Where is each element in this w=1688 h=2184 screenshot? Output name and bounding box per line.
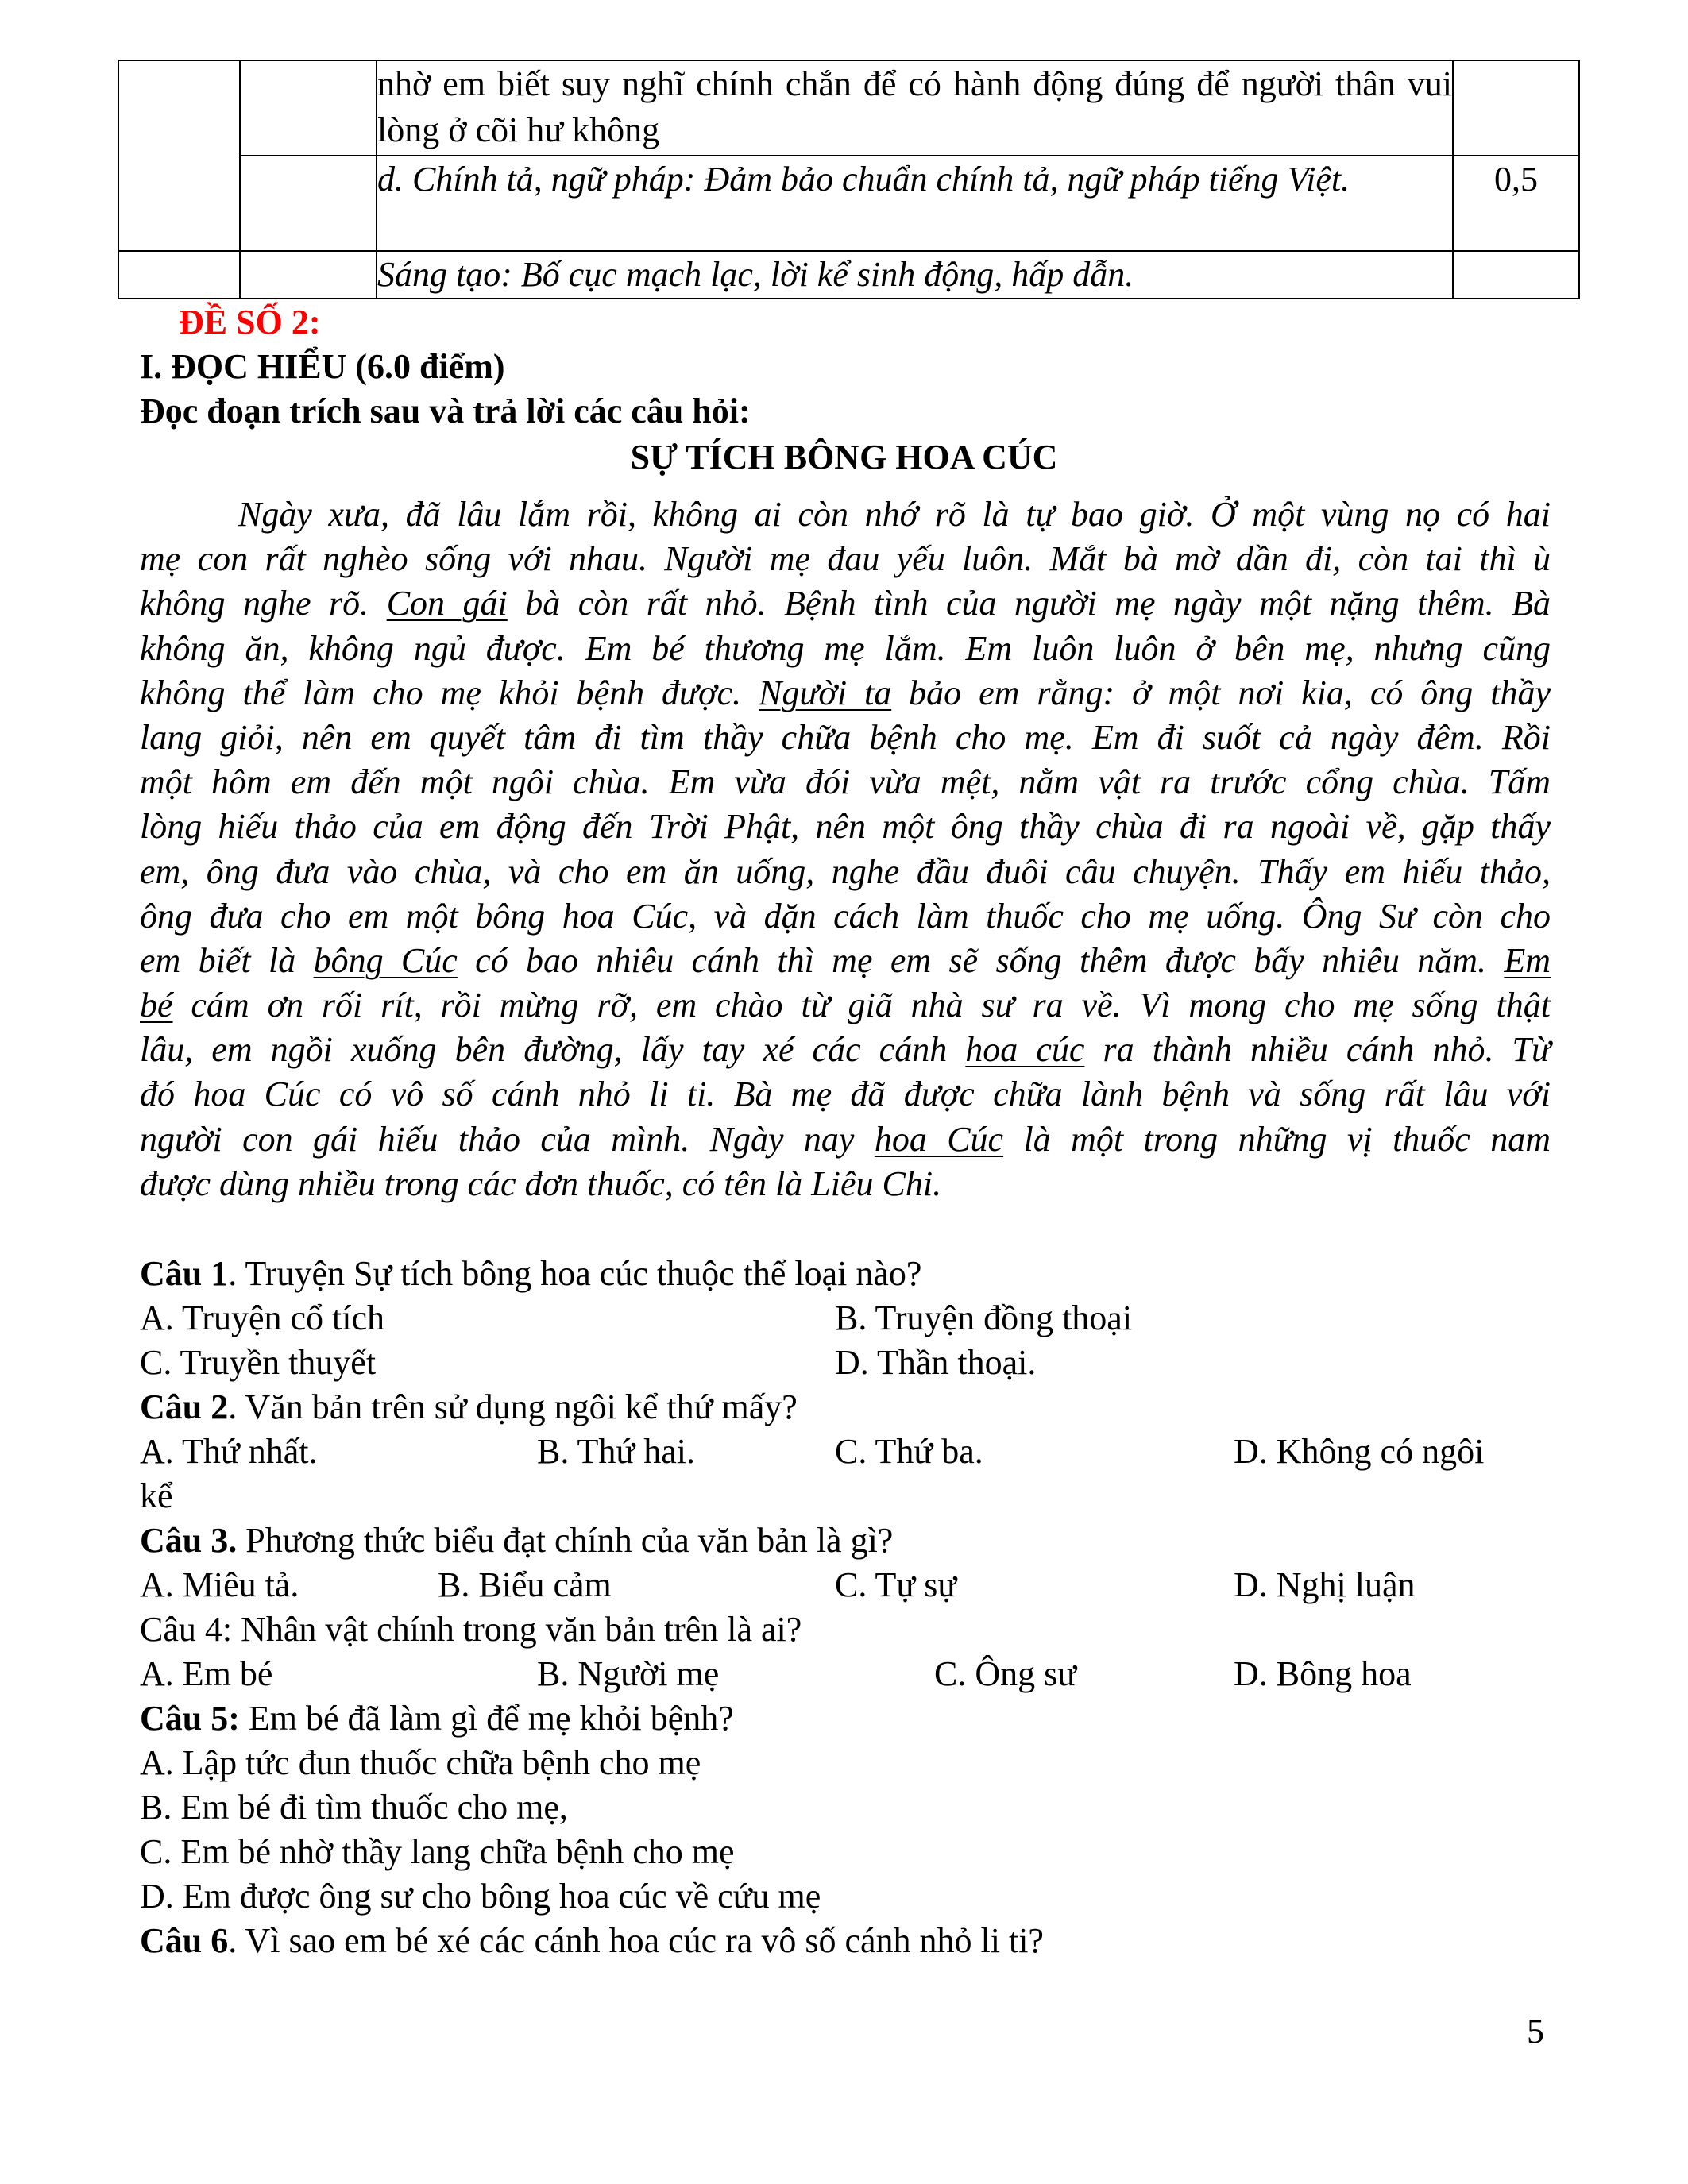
underlined-phrase: Em	[1504, 940, 1551, 980]
story-line	[140, 537, 1551, 581]
q4-option-d: D. Bông hoa	[1234, 1654, 1412, 1693]
table-cell-empty	[118, 60, 240, 251]
story-text: không ăn, không ngủ được. Em bé thương mẹ lắm. Em luôn luôn ở bên mẹ, nhưng cũng	[140, 628, 1551, 668]
story-line	[140, 850, 1551, 894]
q5-option-a: A. Lập tức đun thuốc chữa bệnh cho mẹ	[140, 1743, 701, 1782]
question-label: Câu 1	[140, 1254, 229, 1293]
q2-option-c: C. Thứ ba.	[835, 1432, 983, 1471]
question-4: Câu 4: Nhân vật chính trong văn bản trên là ai?	[140, 1610, 802, 1649]
table-row	[118, 60, 1579, 156]
story-text: bà còn rất nhỏ. Bệnh tình của người mẹ ngày một nặng thêm. Bà	[507, 584, 1551, 623]
underlined-phrase: Con gái	[386, 584, 508, 623]
q4-option-c: C. Ông sư	[934, 1654, 1077, 1693]
story-line	[140, 671, 1551, 716]
q5-option-b: B. Em bé đi tìm thuốc cho mẹ,	[140, 1788, 568, 1827]
story-text: em, ông đưa vào chùa, và cho em ăn uống, nghe đầu đuôi câu chuyện. Thấy em hiếu thảo,	[140, 851, 1551, 891]
underlined-phrase: hoa Cúc	[874, 1119, 1004, 1159]
q4-option-a: A. Em bé	[140, 1654, 273, 1693]
story-text: em biết là	[140, 940, 314, 980]
table-cell-empty	[240, 251, 377, 299]
table-row	[118, 156, 1579, 251]
story-text: lâu, em ngồi xuống bên đường, lấy tay xé các cánh	[140, 1030, 966, 1070]
q1-option-c: C. Truyền thuyết	[140, 1343, 377, 1382]
table-cell-content: nhờ em biết suy nghĩ chính chắn để có hành động đúng để người thân vui lòng ở cõi hư không	[377, 60, 1453, 156]
page-number: 5	[1527, 2012, 1544, 2051]
question-label: Câu 6	[140, 1921, 229, 1960]
table-cell-score: 0,5	[1453, 156, 1579, 251]
story-line	[140, 805, 1551, 849]
table-row	[118, 251, 1579, 299]
underlined-phrase: bông Cúc	[313, 940, 458, 980]
story-text: là một trong những vị thuốc nam	[1003, 1119, 1551, 1159]
q3-option-a: A. Miêu tả.	[140, 1565, 299, 1604]
question-text: Em bé đã làm gì để mẹ khỏi bệnh?	[239, 1699, 734, 1738]
question-text: . Truyện Sự tích bông hoa cúc thuộc thể loại nào?	[228, 1254, 922, 1293]
question-text: Phương thức biểu đạt chính của văn bản là gì?	[237, 1521, 894, 1560]
question-6	[140, 1919, 1044, 1963]
story-line	[140, 1117, 1551, 1162]
story-line	[140, 716, 1551, 760]
q1-option-a: A. Truyện cổ tích	[140, 1298, 384, 1337]
table-cell-empty	[240, 156, 377, 251]
story-text: được dùng nhiều trong các đơn thuốc, có tên là Liêu Chi.	[140, 1163, 942, 1203]
story-text: người con gái hiếu thảo của mình. Ngày nay	[140, 1119, 875, 1159]
story-line	[140, 492, 1551, 537]
story-text: bảo em rằng: ở một nơi kia, có ông thầy	[891, 673, 1551, 712]
underlined-phrase: bé	[140, 986, 173, 1025]
section-heading: ĐỀ SỐ 2:	[179, 303, 321, 341]
part-heading: I. ĐỌC HIỂU (6.0 điểm)	[140, 347, 505, 386]
question-2	[140, 1385, 798, 1430]
question-3	[140, 1518, 893, 1563]
story-line	[140, 581, 1551, 626]
story-line	[140, 1028, 1551, 1072]
question-5	[140, 1696, 734, 1741]
q2-option-d: D. Không có ngôi	[1234, 1432, 1485, 1471]
story-text: lang giỏi, nên em quyết tâm đi tìm thầy chữa bệnh cho mẹ. Em đi suốt cả ngày đêm. Rồi	[140, 717, 1551, 757]
story-line	[140, 1162, 1551, 1206]
q5-option-d: D. Em được ông sư cho bông hoa cúc về cứu mẹ	[140, 1877, 821, 1916]
rubric-table	[118, 60, 1580, 299]
underlined-phrase: Người ta	[758, 673, 892, 712]
story-text: ông đưa cho em một bông hoa Cúc, và dặn cách làm thuốc cho mẹ uống. Ông Sư còn cho	[140, 896, 1551, 936]
underlined-phrase: hoa cúc	[965, 1030, 1085, 1070]
q5-option-c: C. Em bé nhờ thầy lang chữa bệnh cho mẹ	[140, 1832, 735, 1871]
question-text: . Vì sao em bé xé các cánh hoa cúc ra vô số cánh nhỏ li ti?	[228, 1921, 1044, 1960]
question-1	[140, 1252, 921, 1296]
story-line	[140, 983, 1551, 1028]
q2-option-b: B. Thứ hai.	[537, 1432, 696, 1471]
story-text: đó hoa Cúc có vô số cánh nhỏ li ti. Bà mẹ đã được chữa lành bệnh và sống rất lâu với	[140, 1075, 1551, 1114]
table-cell-score	[1453, 60, 1579, 156]
question-label: Câu 3.	[140, 1521, 238, 1560]
story-title: SỰ TÍCH BÔNG HOA CÚC	[630, 438, 1058, 477]
table-cell-score	[1453, 251, 1579, 299]
question-label: Câu 5:	[140, 1699, 240, 1738]
q2-option-a: A. Thứ nhất.	[140, 1432, 318, 1471]
story-text: có bao nhiêu cánh thì mẹ em sẽ sống thêm được bấy nhiêu năm.	[457, 940, 1505, 980]
question-label: Câu 2	[140, 1387, 229, 1426]
q3-option-c: C. Tự sự	[835, 1565, 957, 1604]
story-text: một hôm em đến một ngôi chùa. Em vừa đói vừa mệt, nằm vật ra trước cổng chùa. Tấm	[140, 762, 1551, 802]
q3-option-d: D. Nghị luận	[1234, 1565, 1416, 1604]
table-cell-content: d. Chính tả, ngữ pháp: Đảm bảo chuẩn chính tả, ngữ pháp tiếng Việt.	[377, 156, 1453, 251]
q3-option-b: B. Biểu cảm	[438, 1565, 612, 1604]
table-cell-empty	[118, 251, 240, 299]
story-text: cám ơn rối rít, rồi mừng rỡ, em chào từ giã nhà sư ra về. Vì mong cho mẹ sống thật	[172, 986, 1551, 1025]
story-text: mẹ con rất nghèo sống với nhau. Người mẹ đau yếu luôn. Mắt bà mờ dần đi, còn tai thì ù	[140, 539, 1551, 579]
table-cell-empty	[240, 60, 377, 156]
story-line	[140, 894, 1551, 939]
story-text: lòng hiếu thảo của em động đến Trời Phật, nên một ông thầy chùa đi ra ngoài về, gặp thấy	[140, 807, 1551, 847]
story-line	[140, 1072, 1551, 1117]
story-passage	[140, 492, 1551, 1206]
table-cell-content: Sáng tạo: Bố cục mạch lạc, lời kể sinh động, hấp dẫn.	[377, 251, 1453, 299]
q1-option-b: B. Truyện đồng thoại	[835, 1298, 1133, 1337]
instruction: Đọc đoạn trích sau và trả lời các câu hỏi:	[140, 392, 751, 430]
story-text: ra thành nhiều cánh nhỏ. Từ	[1084, 1030, 1551, 1070]
q2-option-d-continuation: kể	[140, 1476, 173, 1515]
q4-option-b: B. Người mẹ	[537, 1654, 720, 1693]
question-text: . Văn bản trên sử dụng ngôi kể thứ mấy?	[228, 1387, 798, 1426]
story-text: Ngày xưa, đã lâu lắm rồi, không ai còn nhớ rõ là tự bao giờ. Ở một vùng nọ có hai	[238, 495, 1551, 534]
story-line	[140, 627, 1551, 671]
story-line	[140, 939, 1551, 983]
story-text: không nghe rõ.	[140, 584, 387, 623]
q1-option-d: D. Thần thoại.	[835, 1343, 1037, 1382]
story-text: không thể làm cho mẹ khỏi bệnh được.	[140, 673, 759, 712]
story-line	[140, 760, 1551, 805]
